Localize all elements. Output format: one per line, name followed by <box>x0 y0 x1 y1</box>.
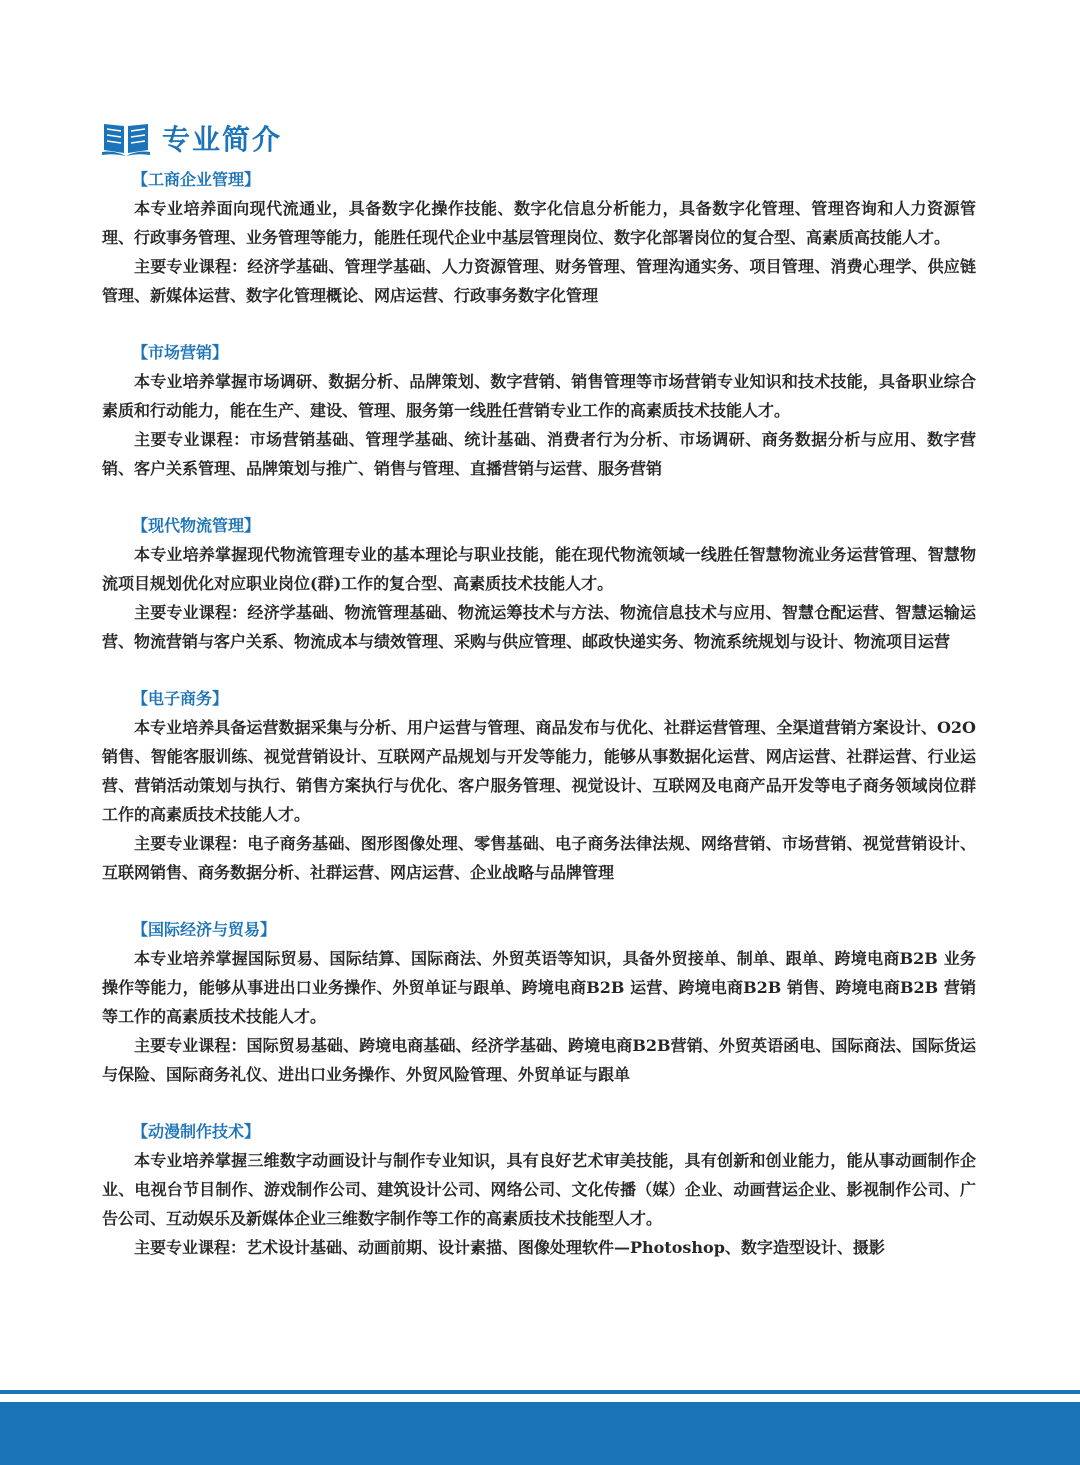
page-header <box>102 118 282 158</box>
section-intro: 本专业培养掌握市场调研、数据分析、品牌策划、数字营销、销售管理等市场营销专业知识和技术技能，具备职业综合素质和行动能力，能在生产、建设、管理、服务第一线胜任营销专业工作的高素质技术技能人才。 <box>102 372 976 420</box>
major-section-logistics <box>102 511 976 656</box>
section-intro: 本专业培养掌握三维数字动画设计与制作专业知识，具有良好艺术审美技能，具有创新和创业能力，能从事动画制作企业、电视台节目制作、游戏制作公司、建筑设计公司、网络公司、文化传播（媒）企业、动画营运企业、影视制作公司、广告公司、互动娱乐及新媒体企业三维数字制作等工作的高素质技术技能型人才。 <box>102 1151 976 1228</box>
section-title: 【国际经济与贸易】 <box>132 920 277 939</box>
section-courses: 主要专业课程：电子商务基础、图形图像处理、零售基础、电子商务法律法规、网络营销、市场营销、视觉营销设计、互联网销售、商务数据分析、社群运营、网店运营、企业战略与品牌管理 <box>102 834 976 882</box>
section-title: 【动漫制作技术】 <box>132 1122 261 1141</box>
section-intro: 本专业培养掌握现代物流管理专业的基本理论与职业技能，能在现代物流领域一线胜任智慧物流业务运营管理、智慧物流项目规划优化对应职业岗位(群)工作的复合型、高素质技术技能人才。 <box>102 545 976 593</box>
open-book-icon <box>102 120 150 156</box>
section-title: 【市场营销】 <box>132 343 229 362</box>
section-courses: 主要专业课程：艺术设计基础、动画前期、设计素描、图像处理软件—Photoshop、数字造型设计、摄影 <box>134 1238 885 1257</box>
section-title: 【现代物流管理】 <box>132 516 261 535</box>
major-section-animation <box>102 1117 976 1262</box>
major-section-ecommerce <box>102 684 976 887</box>
section-courses: 主要专业课程：经济学基础、管理学基础、人力资源管理、财务管理、管理沟通实务、项目管理、消费心理学、供应链管理、新媒体运营、数字化管理概论、网店运营、行政事务数字化管理 <box>102 257 976 305</box>
section-title: 【工商企业管理】 <box>132 170 261 189</box>
major-section-marketing <box>102 338 976 483</box>
section-courses: 主要专业课程：经济学基础、物流管理基础、物流运筹技术与方法、物流信息技术与应用、智慧仓配运营、智慧运输运营、物流营销与客户关系、物流成本与绩效管理、采购与供应管理、邮政快递实务、物流系统规划与设计、物流项目运营 <box>102 603 976 651</box>
section-courses: 主要专业课程：国际贸易基础、跨境电商基础、经济学基础、跨境电商B2B营销、外贸英语函电、国际商法、国际货运与保险、国际商务礼仪、进出口业务操作、外贸风险管理、外贸单证与跟单 <box>102 1036 976 1084</box>
section-intro: 本专业培养具备运营数据采集与分析、用户运营与管理、商品发布与优化、社群运营管理、全渠道营销方案设计、O2O销售、智能客服训练、视觉营销设计、互联网产品规划与开发等能力，能够从事数据化运营、网店运营、社群运营、行业运营、营销活动策划与执行、销售方案执行与优化、客户服务管理、视觉设计、互联网及电商产品开发等电子商务领域岗位群工作的高素质技术技能人才。 <box>102 718 976 824</box>
footer-divider <box>0 1390 1080 1394</box>
section-title: 【电子商务】 <box>132 689 229 708</box>
footer-band <box>0 1402 1080 1465</box>
section-courses: 主要专业课程：市场营销基础、管理学基础、统计基础、消费者行为分析、市场调研、商务数据分析与应用、数字营销、客户关系管理、品牌策划与推广、销售与管理、直播营销与运营、服务营销 <box>102 430 976 478</box>
section-intro: 本专业培养面向现代流通业，具备数字化操作技能、数字化信息分析能力，具备数字化管理、管理咨询和人力资源管理、行政事务管理、业务管理等能力，能胜任现代企业中基层管理岗位、数字化部署岗位的复合型、高素质高技能人才。 <box>102 199 976 247</box>
section-intro: 本专业培养掌握国际贸易、国际结算、国际商法、外贸英语等知识，具备外贸接单、制单、跟单、跨境电商B2B 业务操作等能力，能够从事进出口业务操作、外贸单证与跟单、跨境电商B2B 运营、跨境电商B2B 销售、跨境电商B2B 营销等工作的高素质技术技能人才。 <box>102 949 976 1026</box>
major-section-business-management <box>102 165 976 310</box>
page-title: 专业简介 <box>162 123 283 156</box>
major-section-international-trade <box>102 915 976 1089</box>
major-list <box>102 165 976 1290</box>
